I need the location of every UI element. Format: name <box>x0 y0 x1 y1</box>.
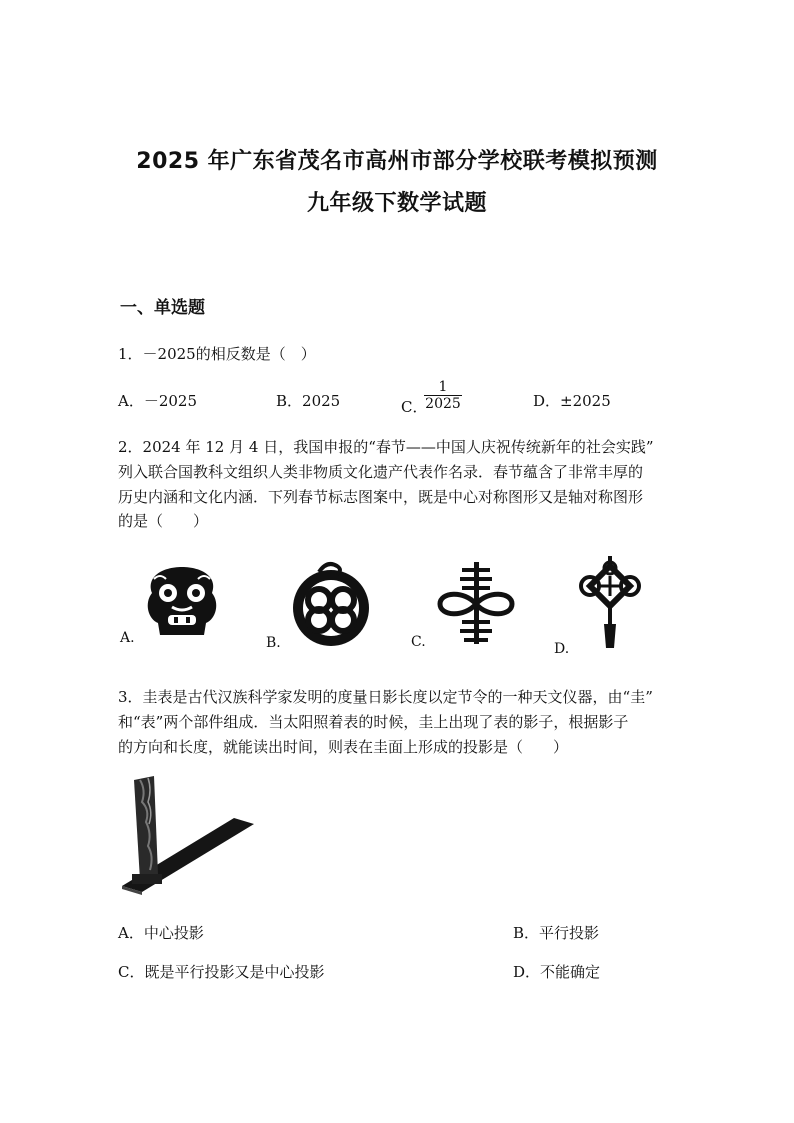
q1-stem: 1．－2025的相反数是（ ） <box>118 345 316 363</box>
q2-label-b: B. <box>266 635 281 651</box>
q2-stem-line1: 2．2024 年 12 月 4 日，我国申报的“春节——中国人庆祝传统新年的社会实践” <box>118 438 654 456</box>
snake-knot-icon <box>289 560 373 648</box>
guibiao-sundial-image <box>118 774 258 896</box>
fraction-denominator: 2025 <box>425 396 461 412</box>
q3-option-d: D．不能确定 <box>513 963 601 981</box>
lion-head-icon <box>140 563 224 641</box>
q1-option-a: A．－2025 <box>118 392 198 410</box>
section-heading: 一、单选题 <box>120 298 205 318</box>
q2-stem-line3: 历史内涵和文化内涵．下列春节标志图案中，既是中心对称图形又是轴对称图形 <box>118 488 644 506</box>
chinese-knot-icon <box>578 556 642 650</box>
q1-option-d: D．±2025 <box>533 392 611 410</box>
chun-knot-icon <box>436 560 516 646</box>
fraction-numerator: 1 <box>424 380 462 396</box>
q1-option-c-prefix: C． <box>401 398 428 416</box>
q2-stem-line4: 的是（ ） <box>118 512 209 530</box>
q1-option-c-fraction <box>424 380 462 413</box>
q2-label-c: C. <box>411 634 426 650</box>
doc-title-line1: 2025 年广东省茂名市高州市部分学校联考模拟预测 <box>136 149 658 174</box>
q3-option-a: A．中心投影 <box>118 924 204 942</box>
q2-label-a: A. <box>120 630 135 646</box>
q3-stem-line2: 和“表”两个部件组成．当太阳照着表的时候，圭上出现了表的影子，根据影子 <box>118 713 629 731</box>
doc-title-line2: 九年级下数学试题 <box>306 191 487 216</box>
q3-stem-line3: 的方向和长度，就能读出时间，则表在圭面上形成的投影是（ ） <box>118 738 569 756</box>
q1-option-b: B．2025 <box>276 392 341 410</box>
q2-stem-line2: 列入联合国教科文组织人类非物质文化遗产代表作名录．春节蕴含了非常丰厚的 <box>118 463 644 481</box>
q2-label-d: D. <box>554 641 570 657</box>
q3-option-c: C．既是平行投影又是中心投影 <box>118 963 325 981</box>
q3-stem-line1: 3．圭表是古代汉族科学家发明的度量日影长度以定节令的一种天文仪器，由“圭” <box>118 688 653 706</box>
q3-option-b: B．平行投影 <box>513 924 600 942</box>
